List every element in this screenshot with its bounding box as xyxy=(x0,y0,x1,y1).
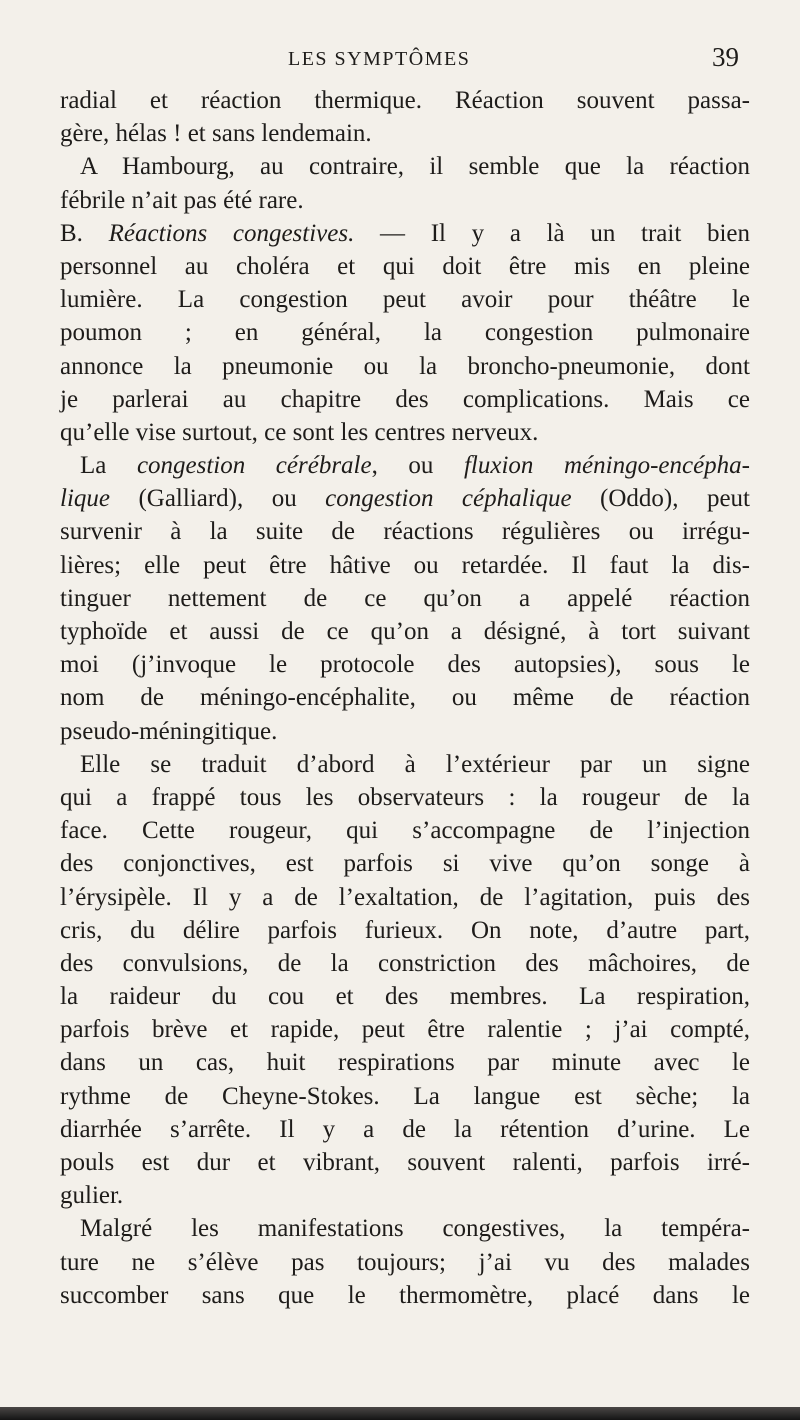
text-line: nom de méningo-encéphalite, ou même de réaction xyxy=(60,684,750,712)
text-line: diarrhée s’arrête. Il y a de la rétention d’urine. Le xyxy=(60,1115,750,1143)
text-line: des conjonctives, est parfois si vive qu’on songe à xyxy=(60,850,750,878)
text-line: l’érysipèle. Il y a de l’exaltation, de l’agitation, puis des xyxy=(60,883,750,911)
text-line: tinguer nettement de ce qu’on a appelé réaction xyxy=(60,584,750,612)
body-text xyxy=(60,84,750,1312)
text-line: personnel au choléra et qui doit être mis en pleine xyxy=(60,252,750,280)
text-line: ture ne s’élève pas toujours; j’ai vu des malades xyxy=(60,1248,750,1276)
text-line: lières; elle peut être hâtive ou retardée. Il faut la dis- xyxy=(60,551,750,579)
scan-edge-band xyxy=(0,1407,800,1420)
text-line: lumière. La congestion peut avoir pour théâtre le xyxy=(60,286,750,314)
text-line: succomber sans que le thermomètre, placé dans le xyxy=(60,1281,750,1309)
section-title: Réactions congestives. xyxy=(108,219,355,247)
text-line: Malgré les manifestations congestives, la tempéra- xyxy=(80,1215,750,1243)
text-line: parfois brève et rapide, peut être ralentie ; j’ai compté, xyxy=(60,1016,750,1044)
text-line: rythme de Cheyne-Stokes. La langue est sèche; la xyxy=(60,1082,750,1110)
text-line: fébrile n’ait pas été rare. xyxy=(60,186,304,214)
text-line: annonce la pneumonie ou la broncho-pneumonie, dont xyxy=(60,352,750,380)
text-line: survenir à la suite de réactions régulières ou irrégu- xyxy=(60,518,750,546)
text-line: gulier. xyxy=(60,1182,124,1210)
text-line: la raideur du cou et des membres. La respiration, xyxy=(60,983,750,1011)
text-line: radial et réaction thermique. Réaction souvent passa- xyxy=(60,87,750,114)
running-title: LES SYMPTÔMES xyxy=(288,48,471,70)
text-line: poumon ; en général, la congestion pulmonaire xyxy=(60,319,750,347)
text-line: des convulsions, de la constriction des mâchoires, de xyxy=(60,949,750,977)
text-line: La congestion cérébrale, ou fluxion méningo-encépha- xyxy=(80,452,751,480)
section-heading-line: B. Réactions congestives. — Il y a là un trait bien xyxy=(60,219,750,247)
text-line: dans un cas, huit respirations par minute avec le xyxy=(60,1049,750,1077)
text-line: Elle se traduit d’abord à l’extérieur par un signe xyxy=(80,750,750,778)
text-line: qu’elle vise surtout, ce sont les centres nerveux. xyxy=(60,418,539,446)
text-line: A Hambourg, au contraire, il semble que la réaction xyxy=(80,153,750,181)
text-line: pouls est dur et vibrant, souvent ralenti, parfois irré- xyxy=(60,1149,750,1176)
running-header xyxy=(0,42,800,80)
text-line: je parlerai au chapitre des complications. Mais ce xyxy=(60,385,750,413)
text-line: cris, du délire parfois furieux. On note, d’autre part, xyxy=(60,916,750,944)
text-line: qui a frappé tous les observateurs : la rougeur de la xyxy=(60,783,750,811)
page-number: 39 xyxy=(712,42,739,72)
text-line: moi (j’invoque le protocole des autopsies), sous le xyxy=(60,651,750,679)
text-line: face. Cette rougeur, qui s’accompagne de l’injection xyxy=(60,817,750,845)
text-line: lique (Galliard), ou congestion céphalique (Oddo), peut xyxy=(60,485,751,513)
text-line: gère, hélas ! et sans lendemain. xyxy=(60,120,372,148)
text-line: pseudo-méningitique. xyxy=(60,717,278,745)
text-line: typhoïde et aussi de ce qu’on a désigné, à tort suivant xyxy=(60,618,750,645)
